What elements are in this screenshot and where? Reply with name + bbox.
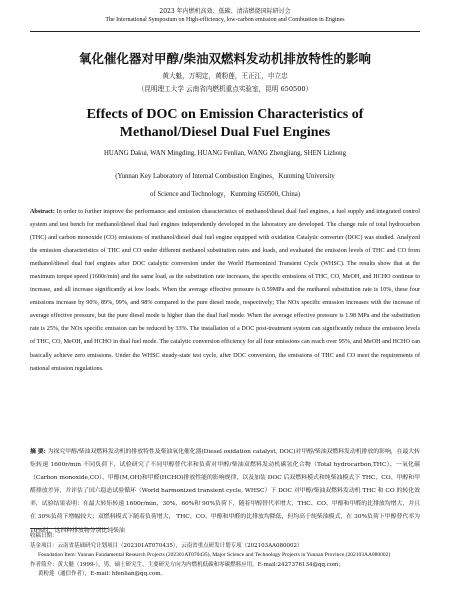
- en-affiliation-line2: of Science and Technology，Kunming 650500, China): [149, 191, 301, 198]
- en-abstract: [30, 206, 420, 376]
- footnote-fund-cn: 基金项目：云南省基础研究计划项目（202301AT070435），云南省重点研发计划专项（202103AA080002）: [30, 542, 303, 549]
- en-abstract-label: Abstract:: [30, 209, 55, 215]
- en-title-line2: Methanol/Diesel Dual Fuel Engines: [119, 125, 331, 140]
- en-authors: HUANG Dakui, WAN Mingding, HUANG Fenlian, WANG Zhengjiang, SHEN Lizhong: [104, 150, 346, 157]
- header-rule: [30, 31, 420, 32]
- cn-abstract-text: 为探究甲醇/柴油双燃料发动机的排放特性及柴油氧化催化器(Diesel oxidation catalyst, DOC)对甲醇/柴油双燃料发动机排放的影响，在最大转矩转速 1600r/min 不同负荷下，试验研究了不同甲醇替代率和负荷对甲醇/柴油双燃料发动机碳氢化合物（Total hydrocarbon,THC）、一氧化碳（Carbon monoxide,CO）、甲醇(M,OH)和甲醛(HCHO)排放性能的影响规律，以及加装 DOC 后双燃料模式和纯柴油模式下 THC、CO、甲醇和甲醛排放差异，并评估了国六稳态试验循环（World harmonized transient cycle, WHSC）下 DOC 对甲醇/柴油双燃料发动机 THC 和 CO 的转化效率，试验结果表明：在最大转矩转速 1600r/min，30%、60%和 90%负荷下，随着甲醇替代率增大，THC、CO、甲醇和甲醛的比排放均增大，并且在 30%负荷下增幅较大；双燃料模式下随着负荷增大， THC、CO、甲醇和甲醛的比排放均降低，但均高于纯柴油模式，在 30%负荷下甲醇替代率为 10%时，这四种排放物分别比纯柴油: [30, 449, 420, 534]
- cn-title: 氧化催化器对甲醇/柴油双燃料发动机排放特性的影响: [79, 51, 371, 66]
- cn-abstract-label: 摘 要:: [30, 448, 46, 455]
- en-title: [0, 106, 450, 142]
- en-affiliation-line1: (Yunnan Key Laboratory of Internal Combustion Engines，Kunming University: [115, 173, 335, 180]
- running-head-cn: 2023 年内燃机高效、低碳、清洁燃烧国际研讨会: [159, 8, 291, 15]
- cn-authors: 黄大魁，万明定，黄粉莲，王正江，申立忠: [162, 72, 288, 80]
- en-affiliation: [0, 168, 450, 204]
- en-abstract-text: In order to further improve the performance and emission characteristics of methanol/diesel dual fuel engines, a fuel supply and integrated control system and test bench for methanol/diesel dual fuel engines independently developed in the laboratory are developed. The change rule of total hydrocarbon (THC) and carbon monoxide (CO) emissions of methanol/diesel dual fuel engine equipped with oxidation Catalytic converter (DOC) was studied. Analyzed the emission characteristics of THC and CO under different methanol substitution rates and loads, and evaluated the emission levels of THC and CO from methanol/diesel dual fuel engines after DOC catalytic conversion under the World Harmonized Transient Cycle (WHSC). The results show that at the maximum torque speed (1600r/min) and the same load, as the substitution rate increases, the specific emissions of THC, CO, MeOH, and HCHO continue to increase, and all increase significantly at low loads. When the average effective pressure is 0.59MPa and the methanol substitution rate is 10%, these four emissions increase by 90%, 89%, 99%, and 98% compared to the pure diesel mode, respectively; The NOx specific emission increases with the increase of average effective pressure, but the pure diesel mode is higher than the dual fuel mode. When the average effective pressure is 1.98 MPa and the substitution rate is 25%, the NOx specific emission can be reduced by 33%. The installation of a DOC post-treatment system can significantly reduce the emission levels of THC, CO, MeOH, and HCHO in dual fuel mode. The catalytic conversion efficiency for all four emissions can reach over 95%, and MeOH and HCHO can basically achieve zero emissions. Under the WHSC steady-state test cycle, after DOC conversion, the emissions of THC and CO meet the requirements of national emission regulations.: [30, 209, 420, 372]
- cn-affiliation: （昆明理工大学 云南省内燃机重点实验室，昆明 650500）: [137, 85, 313, 93]
- footnote-received: 收稿日期：: [30, 533, 58, 539]
- footnote-rule: [30, 528, 108, 529]
- footnotes: [30, 532, 420, 580]
- running-head-en: The International Symposium on High-efficiency, low-carbon emission and Combustion in Engines: [105, 17, 345, 24]
- en-title-line1: Effects of DOC on Emission Characteristics of: [86, 107, 364, 122]
- running-head: [0, 8, 450, 24]
- footnote-corresponding: 黄粉莲（通信作者），E-mail: hfenlian@qq.com。: [38, 571, 166, 578]
- footnote-author-intro: 作者简介：黄大魁（1999-），男，硕士研究生，主要研究方向为内燃机低碳和零碳燃料应用，E-mail:2427376134@qq.com；: [30, 561, 344, 568]
- cn-abstract: [30, 445, 420, 538]
- footnote-fund-en: Foundation Item: Yunnan Fundamental Research Projects (202301AT070435), Major Science and Technology Projects in Yunnan Province (202103AA080002): [38, 552, 391, 559]
